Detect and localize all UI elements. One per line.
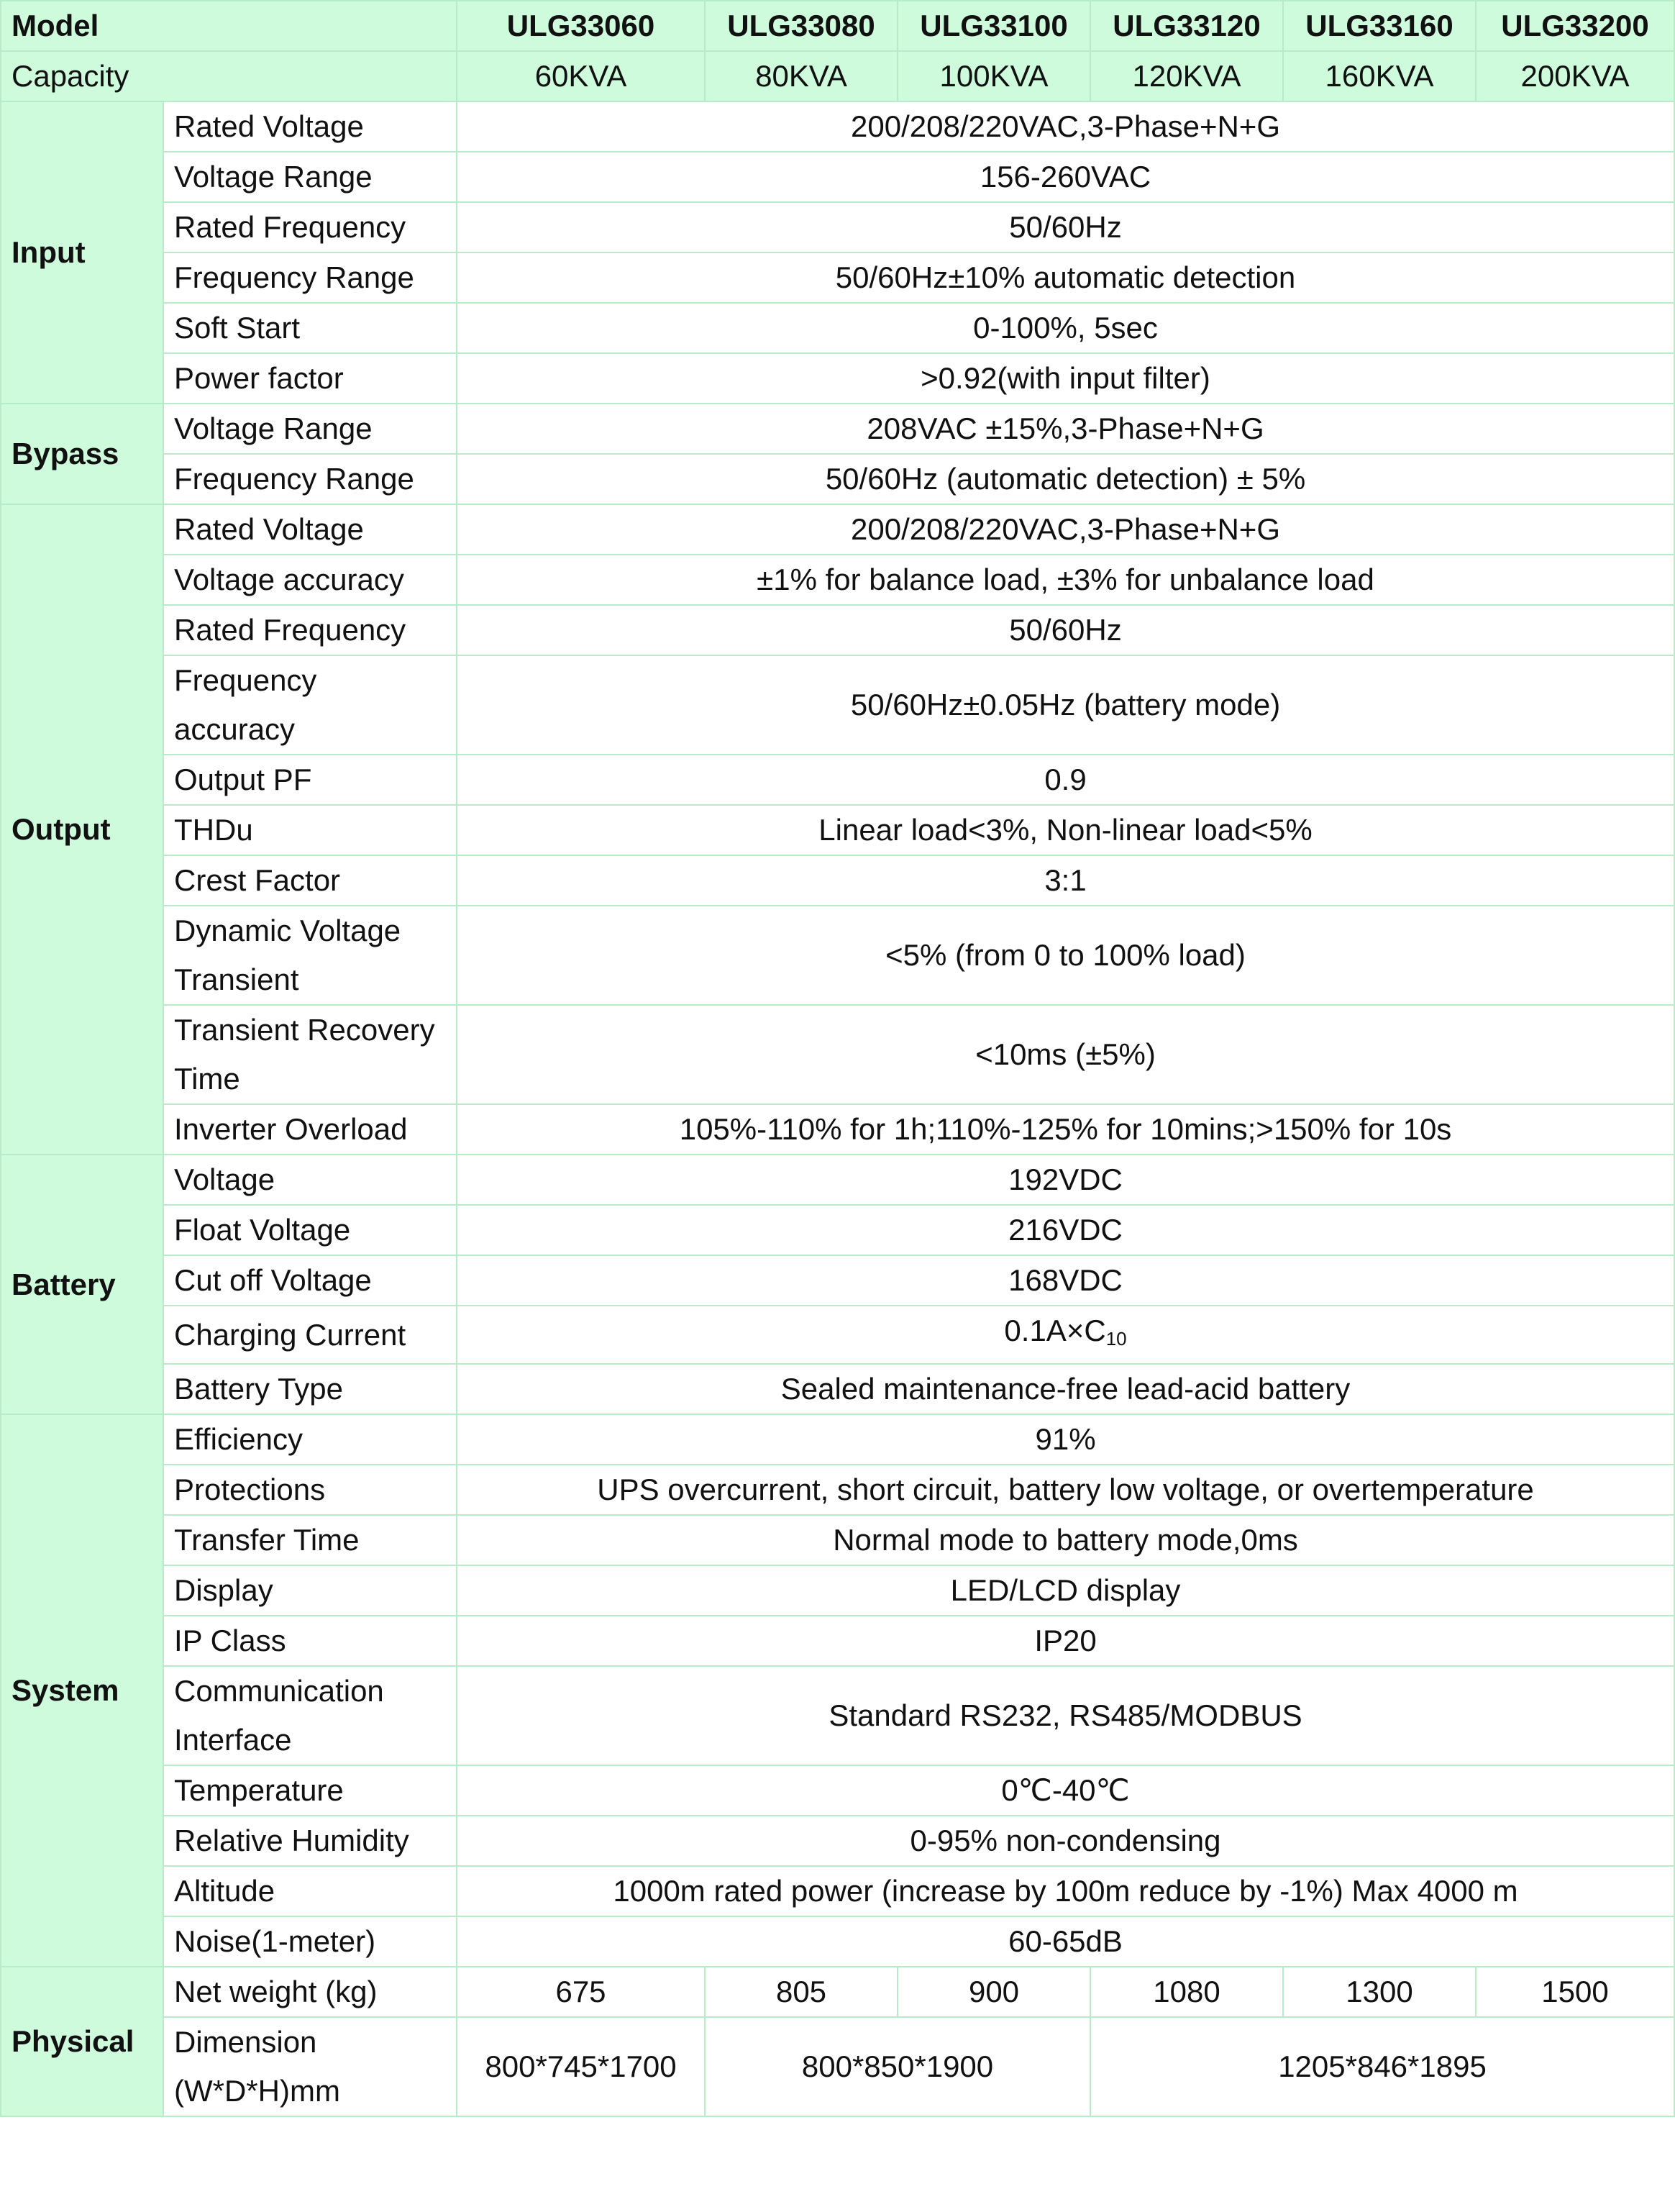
param-value: 192VDC bbox=[457, 1155, 1674, 1205]
param-value: <10ms (±5%) bbox=[457, 1005, 1674, 1104]
param-value: LED/LCD display bbox=[457, 1565, 1674, 1616]
category-battery: Battery bbox=[1, 1155, 163, 1414]
param-label: Cut off Voltage bbox=[163, 1255, 457, 1306]
param-label: Altitude bbox=[163, 1866, 457, 1916]
model-label: Model bbox=[1, 1, 457, 51]
table-row bbox=[1, 202, 1674, 252]
table-row bbox=[1, 1866, 1674, 1916]
param-value: 3:1 bbox=[457, 855, 1674, 906]
category-output: Output bbox=[1, 504, 163, 1155]
table-row bbox=[1, 1306, 1674, 1364]
table-row bbox=[1, 1916, 1674, 1967]
table-row bbox=[1, 655, 1674, 755]
table-row bbox=[1, 755, 1674, 805]
param-value: 50/60Hz±10% automatic detection bbox=[457, 252, 1674, 303]
table-row bbox=[1, 1364, 1674, 1414]
param-label: Voltage bbox=[163, 1155, 457, 1205]
param-value: Sealed maintenance-free lead-acid battery bbox=[457, 1364, 1674, 1414]
table-row bbox=[1, 2017, 1674, 2116]
capacity-row bbox=[1, 51, 1674, 101]
category-system: System bbox=[1, 1414, 163, 1967]
param-label: Rated Voltage bbox=[163, 504, 457, 555]
table-row bbox=[1, 152, 1674, 202]
param-label: Net weight (kg) bbox=[163, 1967, 457, 2017]
param-label: Power factor bbox=[163, 353, 457, 404]
table-row bbox=[1, 101, 1674, 152]
table-row bbox=[1, 1666, 1674, 1765]
param-value: 200/208/220VAC,3-Phase+N+G bbox=[457, 504, 1674, 555]
model-cell: ULG33080 bbox=[705, 1, 898, 51]
param-value: 105%-110% for 1h;110%-125% for 10mins;>150% for 10s bbox=[457, 1104, 1674, 1155]
dimension-cell: 800*745*1700 bbox=[457, 2017, 705, 2116]
capacity-cell: 100KVA bbox=[898, 51, 1090, 101]
dimension-cell: 1205*846*1895 bbox=[1090, 2017, 1674, 2116]
table-row bbox=[1, 605, 1674, 655]
param-value: 0.9 bbox=[457, 755, 1674, 805]
weight-cell: 805 bbox=[705, 1967, 898, 2017]
table-row bbox=[1, 1255, 1674, 1306]
param-value: 216VDC bbox=[457, 1205, 1674, 1255]
param-value: IP20 bbox=[457, 1616, 1674, 1666]
table-row bbox=[1, 1816, 1674, 1866]
param-value: ±1% for balance load, ±3% for unbalance load bbox=[457, 555, 1674, 605]
param-value: 50/60Hz bbox=[457, 605, 1674, 655]
param-label: Dimension (W*D*H)mm bbox=[163, 2017, 457, 2116]
category-physical: Physical bbox=[1, 1967, 163, 2116]
param-label: Inverter Overload bbox=[163, 1104, 457, 1155]
table-row bbox=[1, 504, 1674, 555]
param-label: Communication Interface bbox=[163, 1666, 457, 1765]
param-label: Float Voltage bbox=[163, 1205, 457, 1255]
param-label: Frequency accuracy bbox=[163, 655, 457, 755]
table-row bbox=[1, 1967, 1674, 2017]
param-label: Frequency Range bbox=[163, 454, 457, 504]
table-row bbox=[1, 855, 1674, 906]
param-label: THDu bbox=[163, 805, 457, 855]
table-row bbox=[1, 1205, 1674, 1255]
weight-cell: 675 bbox=[457, 1967, 705, 2017]
param-value: 91% bbox=[457, 1414, 1674, 1465]
param-label: Rated Voltage bbox=[163, 101, 457, 152]
param-value: <5% (from 0 to 100% load) bbox=[457, 906, 1674, 1005]
capacity-cell: 80KVA bbox=[705, 51, 898, 101]
model-cell: ULG33120 bbox=[1090, 1, 1283, 51]
param-label: Crest Factor bbox=[163, 855, 457, 906]
charging-current-subscript: 10 bbox=[1105, 1328, 1127, 1349]
param-value: 200/208/220VAC,3-Phase+N+G bbox=[457, 101, 1674, 152]
param-label: Noise(1-meter) bbox=[163, 1916, 457, 1967]
table-row bbox=[1, 1565, 1674, 1616]
param-value: 50/60Hz bbox=[457, 202, 1674, 252]
param-label: Dynamic Voltage Transient bbox=[163, 906, 457, 1005]
table-row bbox=[1, 454, 1674, 504]
model-cell: ULG33060 bbox=[457, 1, 705, 51]
param-label: Voltage Range bbox=[163, 404, 457, 454]
weight-cell: 1300 bbox=[1283, 1967, 1476, 2017]
table-row bbox=[1, 404, 1674, 454]
param-value: 168VDC bbox=[457, 1255, 1674, 1306]
table-row bbox=[1, 1465, 1674, 1515]
weight-cell: 1500 bbox=[1476, 1967, 1674, 2017]
param-value: 1000m rated power (increase by 100m reduce by -1%) Max 4000 m bbox=[457, 1866, 1674, 1916]
param-value: 0-100%, 5sec bbox=[457, 303, 1674, 353]
param-label: Display bbox=[163, 1565, 457, 1616]
table-row bbox=[1, 906, 1674, 1005]
param-label: Relative Humidity bbox=[163, 1816, 457, 1866]
category-bypass: Bypass bbox=[1, 404, 163, 504]
dimension-cell: 800*850*1900 bbox=[705, 2017, 1090, 2116]
table-row bbox=[1, 1515, 1674, 1565]
param-value: 208VAC ±15%,3-Phase+N+G bbox=[457, 404, 1674, 454]
param-value: 156-260VAC bbox=[457, 152, 1674, 202]
table-row bbox=[1, 1155, 1674, 1205]
table-row bbox=[1, 353, 1674, 404]
table-row bbox=[1, 1616, 1674, 1666]
model-row bbox=[1, 1, 1674, 51]
table-row bbox=[1, 555, 1674, 605]
capacity-cell: 200KVA bbox=[1476, 51, 1674, 101]
capacity-cell: 120KVA bbox=[1090, 51, 1283, 101]
param-value: Standard RS232, RS485/MODBUS bbox=[457, 1666, 1674, 1765]
param-value: UPS overcurrent, short circuit, battery low voltage, or overtemperature bbox=[457, 1465, 1674, 1515]
model-cell: ULG33200 bbox=[1476, 1, 1674, 51]
param-value bbox=[457, 1306, 1674, 1364]
param-value: 50/60Hz (automatic detection) ± 5% bbox=[457, 454, 1674, 504]
param-label: Voltage accuracy bbox=[163, 555, 457, 605]
param-label: Frequency Range bbox=[163, 252, 457, 303]
param-label: Output PF bbox=[163, 755, 457, 805]
weight-cell: 900 bbox=[898, 1967, 1090, 2017]
capacity-cell: 160KVA bbox=[1283, 51, 1476, 101]
param-value: Normal mode to battery mode,0ms bbox=[457, 1515, 1674, 1565]
table-row bbox=[1, 1414, 1674, 1465]
table-row bbox=[1, 252, 1674, 303]
weight-cell: 1080 bbox=[1090, 1967, 1283, 2017]
charging-current-value: 0.1A×C bbox=[1004, 1314, 1106, 1347]
param-label: Efficiency bbox=[163, 1414, 457, 1465]
param-label: Voltage Range bbox=[163, 152, 457, 202]
param-value: 0℃-40℃ bbox=[457, 1765, 1674, 1816]
table-row bbox=[1, 1005, 1674, 1104]
param-label: Battery Type bbox=[163, 1364, 457, 1414]
capacity-label: Capacity bbox=[1, 51, 457, 101]
capacity-cell: 60KVA bbox=[457, 51, 705, 101]
model-cell: ULG33100 bbox=[898, 1, 1090, 51]
table-row bbox=[1, 303, 1674, 353]
param-value: >0.92(with input filter) bbox=[457, 353, 1674, 404]
param-label: Temperature bbox=[163, 1765, 457, 1816]
param-label: Protections bbox=[163, 1465, 457, 1515]
table-row bbox=[1, 805, 1674, 855]
param-value: 0-95% non-condensing bbox=[457, 1816, 1674, 1866]
table-row bbox=[1, 1765, 1674, 1816]
model-cell: ULG33160 bbox=[1283, 1, 1476, 51]
param-label: Rated Frequency bbox=[163, 202, 457, 252]
category-input: Input bbox=[1, 101, 163, 404]
table-row bbox=[1, 1104, 1674, 1155]
param-label: Rated Frequency bbox=[163, 605, 457, 655]
param-value: 60-65dB bbox=[457, 1916, 1674, 1967]
param-label: Transfer Time bbox=[163, 1515, 457, 1565]
param-label: Transient Recovery Time bbox=[163, 1005, 457, 1104]
param-value: Linear load<3%, Non-linear load<5% bbox=[457, 805, 1674, 855]
param-label: IP Class bbox=[163, 1616, 457, 1666]
param-label: Charging Current bbox=[163, 1306, 457, 1364]
param-value: 50/60Hz±0.05Hz (battery mode) bbox=[457, 655, 1674, 755]
param-label: Soft Start bbox=[163, 303, 457, 353]
